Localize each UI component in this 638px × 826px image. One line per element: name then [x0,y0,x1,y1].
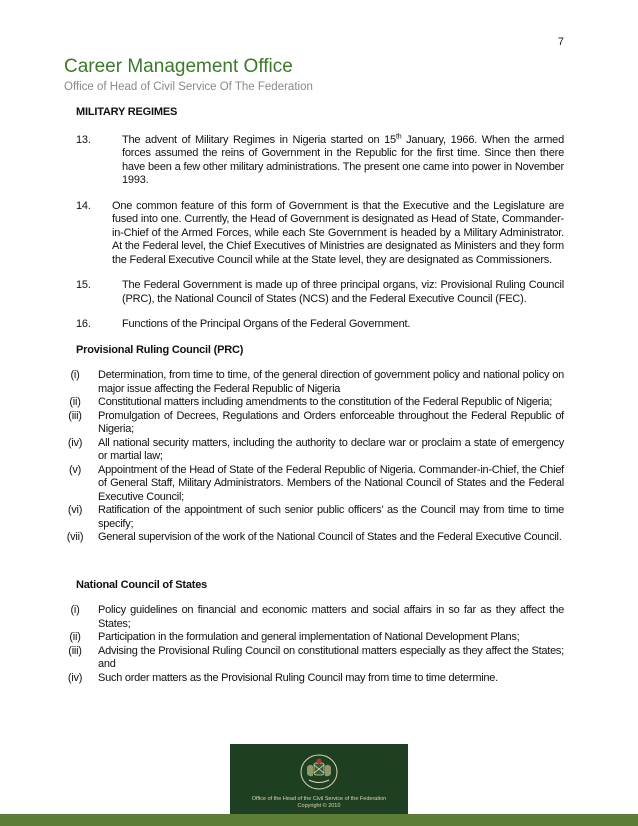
list-item-text: Determination, from time to time, of the general direction of government policy and national policy on major issue affecting the Federal Republic of Nigeria [98,369,564,395]
header-subtitle: Office of Head of Civil Service Of The Federation [64,81,313,93]
list-item-text: Policy guidelines on financial and economic matters and social affairs in so far as they affect the States; [98,604,564,630]
paragraph-number: 15. [76,279,91,291]
section-heading-ncs: National Council of States [76,578,208,591]
page-number: 7 [557,36,564,48]
paragraph-number: 14. [76,199,91,212]
list-item [52,531,564,545]
paragraph-number: 16. [76,318,91,330]
list-item-number: (iii) [68,644,82,657]
list-item-text: Promulgation of Decrees, Regulations and Orders enforceable throughout the Federal Republic of Nigeria; [98,409,564,435]
section-heading-military: MILITARY REGIMES [76,106,178,118]
paragraph-number: 13. [76,133,91,146]
list-item [52,396,564,410]
list-item-number: (vi) [67,504,83,516]
list-item [52,369,564,396]
paragraph-text-part: January, 1966. When the armed forces assumed the reins of Government in the Republic for the first time. Since then there have been a few other military administrations. The present one came into power in November 1993. [122,133,565,186]
list-item-text: Ratification of the appointment of such senior public officers’ as the Council may from time to time specify; [98,504,564,530]
paragraph-text [122,134,564,188]
list-item-text: Advising the Provisional Ruling Council on constitutional matters especially as they affect the States; and [98,644,564,670]
list-item-text: Appointment of the Head of State of the Federal Republic of Nigeria. Commander-in-Chief, the Chief of General Staff, Military Administrators. Members of the National Council of States and the Federal Executive Council; [98,463,564,503]
ncs-functions-list [52,604,564,685]
list-item-number: (v) [68,463,82,476]
page-header [64,56,313,94]
list-item-number: (iv) [67,671,83,684]
list-item [52,504,564,531]
list-item-text: Constitutional matters including amendments to the constitution of the Federal Republic of Nigeria; [98,396,553,408]
paragraph-text: Functions of the Principal Organs of the Federal Government. [122,318,411,330]
list-item-number: (i) [70,604,80,616]
list-item [52,464,564,505]
list-item [52,631,564,645]
header-title: Career Management Office [64,56,293,77]
coat-of-arms-icon [297,752,341,792]
footer-copyright-line: Copyright © 2010 [297,803,341,809]
paragraph-15 [62,279,564,306]
list-item-number: (iv) [67,436,83,449]
list-item [52,604,564,631]
list-item [52,645,564,672]
ordinal-suffix: th [395,132,402,140]
list-item-text: Such order matters as the Provisional Ruling Council may from time to time determine. [98,671,498,684]
prc-functions-list [52,369,564,545]
paragraph-13 [62,134,564,188]
paragraph-text-part: The advent of Military Regimes in Nigeria started on 15 [122,133,396,146]
list-item-number: (ii) [69,396,81,408]
list-item-text: All national security matters, including the authority to declare war or proclaim a state of emergency or martial law; [98,436,564,462]
list-item [52,410,564,437]
list-item-number: (iii) [68,409,82,422]
paragraph-14 [62,200,564,268]
list-item-number: (vii) [66,531,84,543]
footer-office-line: Office of the Head of the Civil Service of the Federation [251,796,387,802]
footer-bar [0,814,638,826]
list-item-number: (i) [70,369,80,381]
footer-logo-panel [230,744,408,814]
list-item-text: General supervision of the work of the National Council of States and the Federal Executive Council. [98,531,562,543]
section-heading-prc: Provisional Ruling Council (PRC) [76,343,244,356]
paragraph-text: The Federal Government is made up of three principal organs, viz: Provisional Ruling Council (PRC), the National Council of States (NCS) and the Federal Executive Council (FEC). [122,279,564,305]
list-item-number: (ii) [69,631,81,643]
list-item-text: Participation in the formulation and general implementation of National Development Plans; [98,631,520,643]
document-body [62,106,564,685]
paragraph-text: One common feature of this form of Government is that the Executive and the Legislature are fused into one. Currently, the Head of Government is designated as Head of State, Commander-in-Chief of the Armed Forces, while each Ste Government is headed by a Military Administrator. At the Federal level, the Chief Executives of Ministries are designated as Ministers and they form the Federal Executive Council while at the State level, they are designated as Commissioners. [112,199,564,266]
paragraph-16 [62,318,564,332]
list-item [52,672,564,686]
list-item [52,437,564,464]
